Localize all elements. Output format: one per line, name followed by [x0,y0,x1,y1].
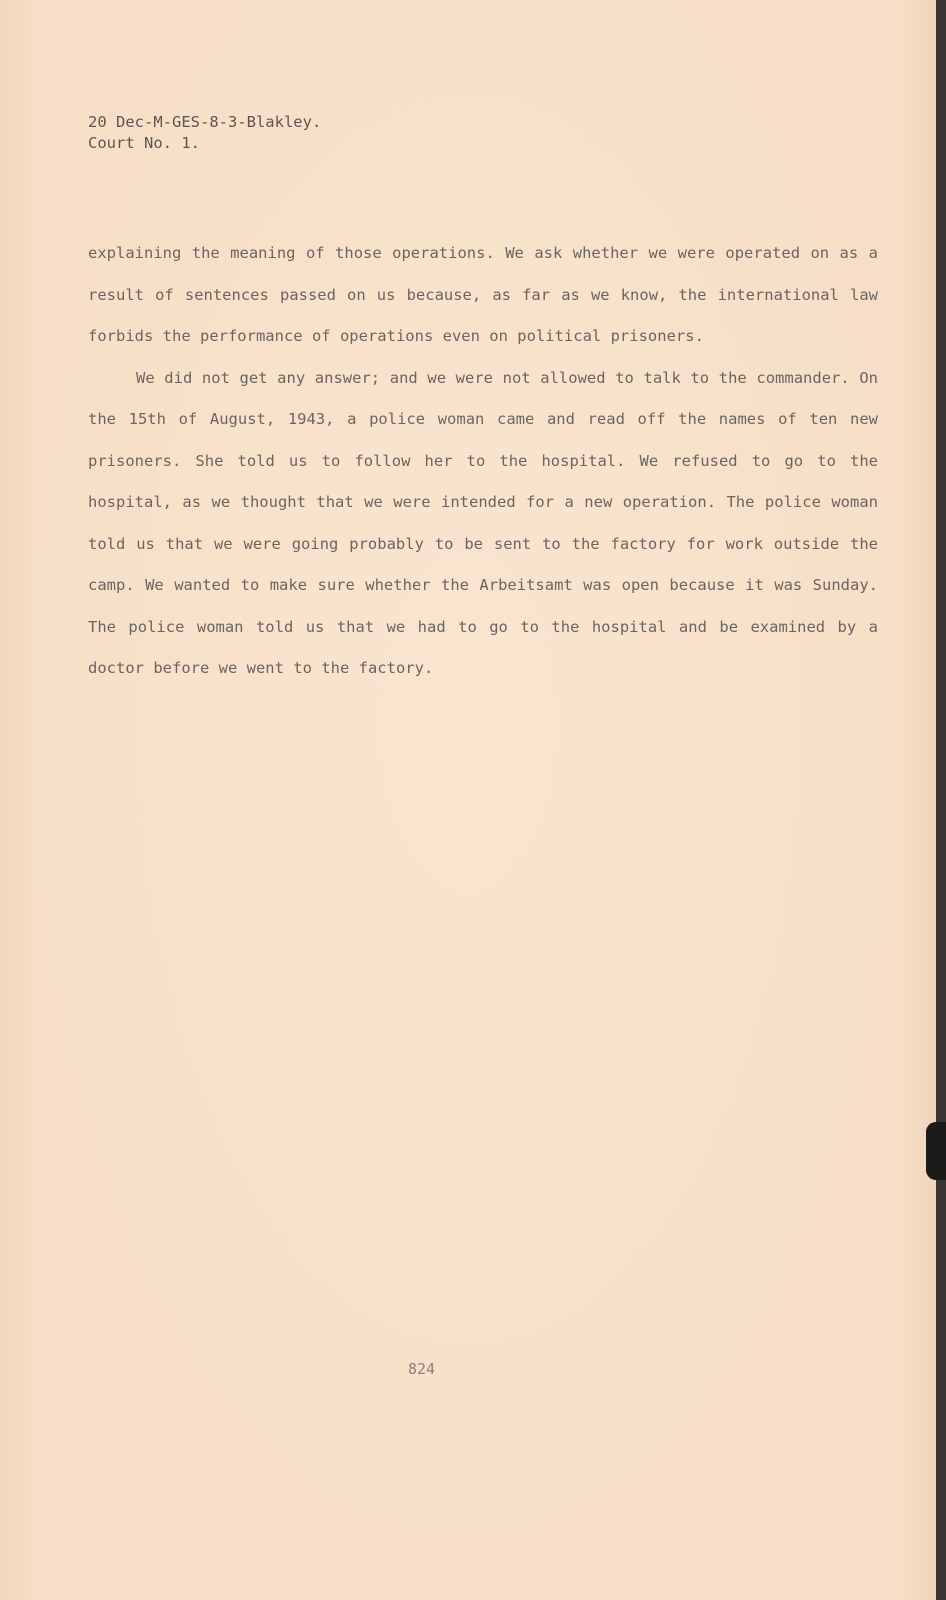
document-header [88,112,321,154]
header-reference: 20 Dec-M-GES-8-3-Blakley. [88,113,322,131]
page-notch [926,1122,946,1180]
scan-edge [936,0,946,1600]
document-body [88,233,878,690]
paragraph-2: We did not get any answer; and we were not allowed to talk to the commander. On the 15th of August, 1943, a police woman came and read off the names of ten new prisoners. She told us to follow her to the hospital. We refused to go to the hospital, as we thought that we were intended for a new operation. The police woman told us that we were going probably to be sent to the factory for work outside the camp. We wanted to make sure whether the Arbeitsamt was open because it was Sunday. The police woman told us that we had to go to the hospital and be examined by a doctor before we went to the factory. [88,368,878,677]
page-number: 824 [408,1360,436,1378]
header-court: Court No. 1. [88,134,200,152]
paragraph-1: explaining the meaning of those operations. We ask whether we were operated on as a result of sentences passed on us because, as far as we know, the international law forbids the performance of operations even on political prisoners. [88,244,878,345]
